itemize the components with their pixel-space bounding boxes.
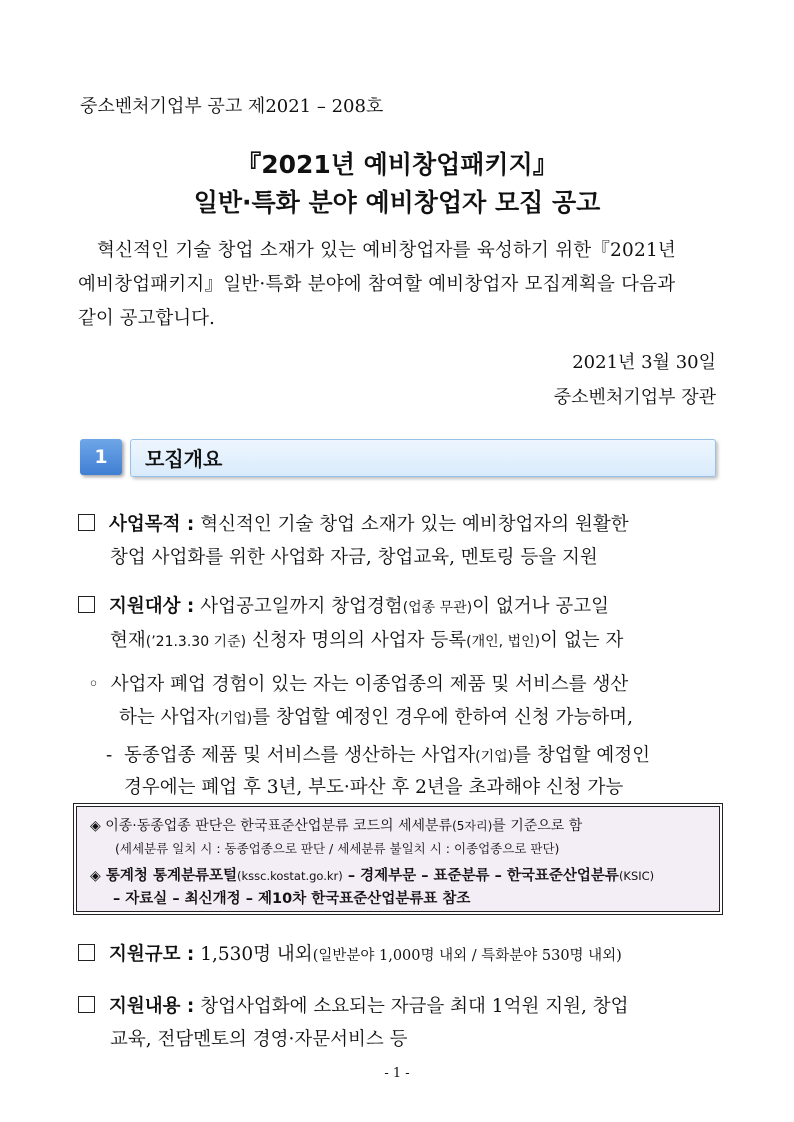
note-line1-b: (5자리) [452,819,493,833]
note-line1-c: 를 기준으로 함 [492,818,583,834]
sub2-text-c: 를 창업할 예정인 [513,745,650,766]
checkbox-icon [78,944,95,961]
purpose-line1 [78,510,629,536]
checkbox-icon [78,514,95,531]
sub1-line1 [88,670,628,696]
section-title: 모집개요 [145,447,223,471]
sub2-line1 [106,741,650,767]
target-line2-e: 이 없는 자 [540,630,624,651]
content-label: 지원내용 : [109,996,195,1017]
sub1-line2-c: 를 창업할 예정인 경우에 한하여 신청 가능하며, [252,707,633,728]
target-text-b: (업종 무관) [402,600,473,616]
sub2-text-a: 동종업종 제품 및 서비스를 생산하는 사업자 [124,745,476,766]
page-number: - 1 - [384,1066,410,1081]
target-line2-d: (개인, 법인) [466,634,541,650]
diamond-bullet-icon: ◈ [90,818,101,834]
sub1-line2 [119,703,633,729]
target-text-c: 이 없거나 공고일 [472,596,610,617]
issuer: 중소벤처기업부 장관 [553,387,716,408]
page-title-line1: 『2021년 예비창업패키지』 [236,150,558,179]
target-line2-b: (’21.3.30 기준) [145,634,247,650]
target-label: 지원대상 : [109,596,195,617]
note-line3-a: 통계청 통계분류포털 [105,868,237,884]
note-line3-c: – 경제부문 – 표준분류 – 한국표준산업분류 [342,868,619,884]
scale-label: 지원규모 : [109,944,195,965]
target-line1 [78,592,609,618]
sub1-line2-a: 하는 사업자 [119,707,215,728]
sub2-line2: 경우에는 폐업 후 3년, 부도·파산 후 2년을 초과해야 신청 가능 [124,777,624,798]
note-line3-d: (KSIC) [618,869,655,883]
bullet-icon: ◦ [88,674,99,695]
note-line1 [90,815,582,835]
intro-line3: 같이 공고합니다. [78,308,215,329]
target-line2-a: 현재 [110,630,146,651]
page-title-line2: 일반·특화 분야 예비창업자 모집 공고 [193,188,601,217]
notice-date: 2021년 3월 30일 [572,352,716,373]
section-number-badge: 1 [80,439,122,475]
scale-detail: (일반분야 1,000명 내외 / 특화분야 530명 내외) [312,948,622,964]
sub2-text-b: (기업) [475,749,514,765]
notice-number: 중소벤처기업부 공고 제2021 – 208호 [80,96,384,117]
checkbox-icon [78,596,95,613]
purpose-line2: 창업 사업화를 위한 사업화 자금, 창업교육, 멘토링 등을 지원 [110,547,598,568]
intro-line1: 혁신적인 기술 창업 소재가 있는 예비창업자를 육성하기 위한『2021년 [97,240,676,261]
scale-line [78,940,622,966]
sub1-text: 사업자 폐업 경험이 있는 자는 이종업종의 제품 및 서비스를 생산 [110,674,629,695]
note-line3-b: (kssc.kostat.go.kr) [237,869,343,883]
diamond-bullet-icon: ◈ [90,868,101,884]
intro-line2: 예비창업패키지』일반·특화 분야에 참여할 예비창업자 모집계획을 다음과 [78,274,676,295]
content-line1 [78,992,628,1018]
target-line2-c: 신청자 명의의 사업자 등록 [246,630,467,651]
purpose-label: 사업목적 : [109,514,195,535]
note-line1-a: 이종·동종업종 판단은 한국표준산업분류 코드의 세세분류 [105,818,453,834]
content-line2: 교육, 전담멘토의 경영·자문서비스 등 [110,1029,408,1050]
note-line2: (세세분류 일치 시 : 동종업종으로 판단 / 세세분류 불일치 시 : 이종업종으로 판단) [115,841,560,856]
dash-icon: - [106,745,113,766]
content-text: 창업사업화에 소요되는 자금을 최대 1억원 지원, 창업 [200,996,629,1017]
checkbox-icon [78,996,95,1013]
target-text-a: 사업공고일까지 창업경험 [200,596,403,617]
target-line2 [110,626,623,652]
note-line3 [90,864,654,885]
sub1-line2-b: (기업) [214,711,253,727]
note-line4: – 자료실 – 최신개정 – 제10차 한국표준산업분류표 참조 [113,891,471,907]
purpose-text: 혁신적인 기술 창업 소재가 있는 예비창업자의 원활한 [200,514,629,535]
scale-value: 1,530명 내외 [200,944,313,965]
